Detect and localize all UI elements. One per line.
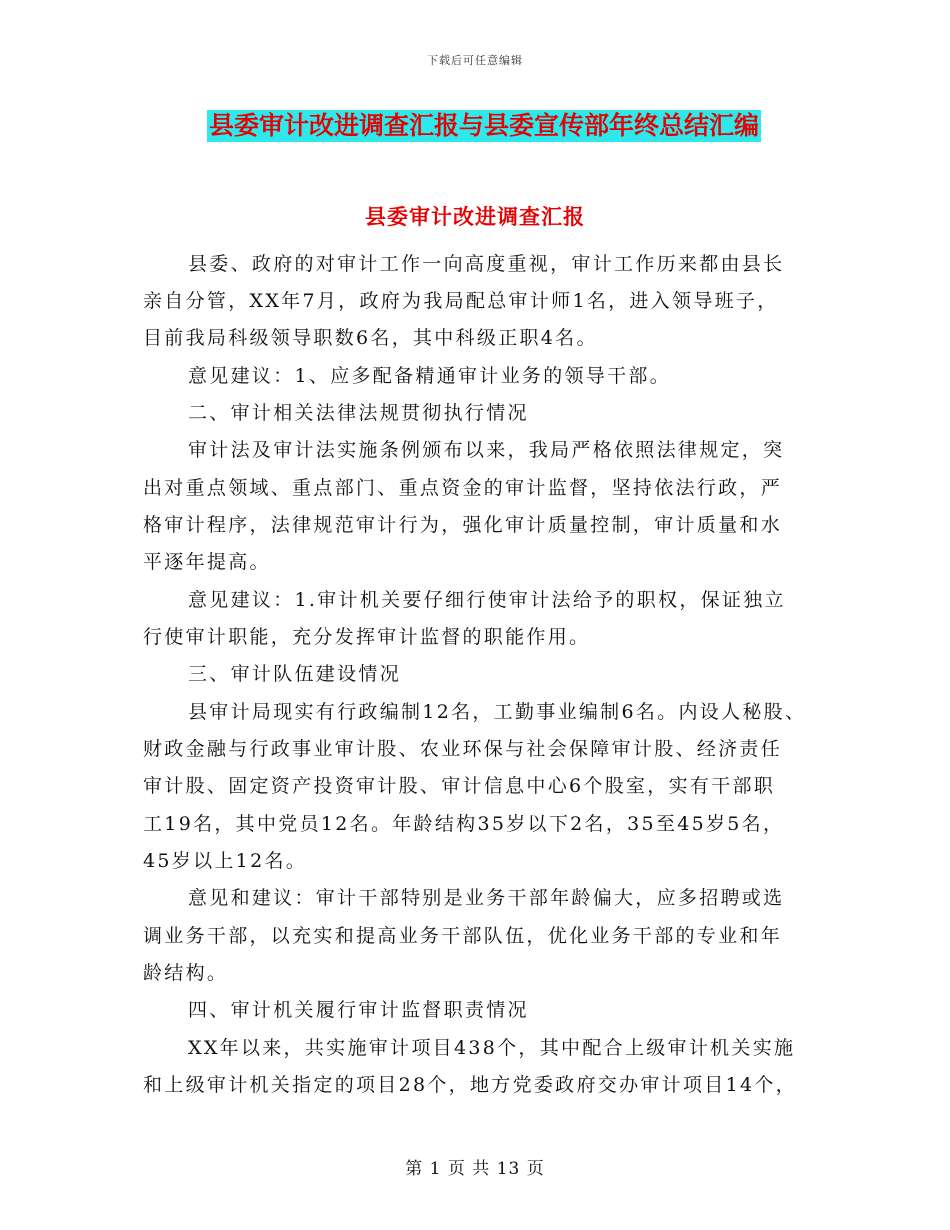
body-line: 财政金融与行政事业审计股、农业环保与社会保障审计股、经济责任 (143, 738, 783, 760)
body-line: 和上级审计机关指定的项目28个，地方党委政府交办审计项目14个， (143, 1074, 797, 1096)
body-line: 意见建议：1、应多配备精通审计业务的领导干部。 (188, 365, 671, 387)
page-number-footer: 第 1 页 共 13 页 (405, 1159, 545, 1179)
header-note: 下载后可任意编辑 (427, 54, 523, 67)
body-line: 平逐年提高。 (143, 551, 271, 573)
body-line: 格审计程序，法律规范审计行为，强化审计质量控制，审计质量和水 (143, 514, 783, 536)
section-heading-4: 四、审计机关履行审计监督职责情况 (188, 999, 529, 1021)
body-line: 县审计局现实有行政编制12名，工勤事业编制6名。内设人秘股、 (188, 701, 807, 723)
body-line: 意见建议：1.审计机关要仔细行使审计法给予的职权，保证独立 (188, 589, 786, 611)
body-line: 调业务干部，以充实和提高业务干部队伍，优化业务干部的专业和年 (143, 925, 783, 947)
body-line: 亲自分管，XX年7月，政府为我局配总审计师1名，进入领导班子， (143, 290, 779, 312)
document-main-title: 县委审计改进调查汇报与县委宣传部年终总结汇编 (209, 111, 760, 140)
body-line: 意见和建议：审计干部特别是业务干部年龄偏大，应多招聘或选 (188, 887, 785, 909)
body-line: 出对重点领域、重点部门、重点资金的审计监督，坚持依法行政，严 (143, 477, 783, 499)
body-line: 县委、政府的对审计工作一向高度重视，审计工作历来都由县长 (188, 253, 785, 275)
body-line: 工19名，其中党员12名。年龄结构35岁以下2名，35至45岁5名， (143, 813, 785, 835)
section-heading-3: 三、审计队伍建设情况 (188, 663, 402, 685)
body-line: 审计法及审计法实施条例颁布以来，我局严格依照法律规定，突 (188, 439, 785, 461)
body-line: 行使审计职能，充分发挥审计监督的职能作用。 (143, 626, 591, 648)
section-heading-2: 二、审计相关法律法规贯彻执行情况 (188, 402, 529, 424)
section-title: 县委审计改进调查汇报 (365, 205, 585, 229)
body-line: 45岁以上12名。 (143, 850, 308, 872)
body-line: 目前我局科级领导职数6名，其中科级正职4名。 (143, 327, 598, 349)
body-line: 龄结构。 (143, 962, 229, 984)
body-line: XX年以来，共实施审计项目438个，其中配合上级审计机关实施 (188, 1037, 796, 1059)
body-line: 审计股、固定资产投资审计股、审计信息中心6个股室，实有干部职 (143, 775, 776, 797)
